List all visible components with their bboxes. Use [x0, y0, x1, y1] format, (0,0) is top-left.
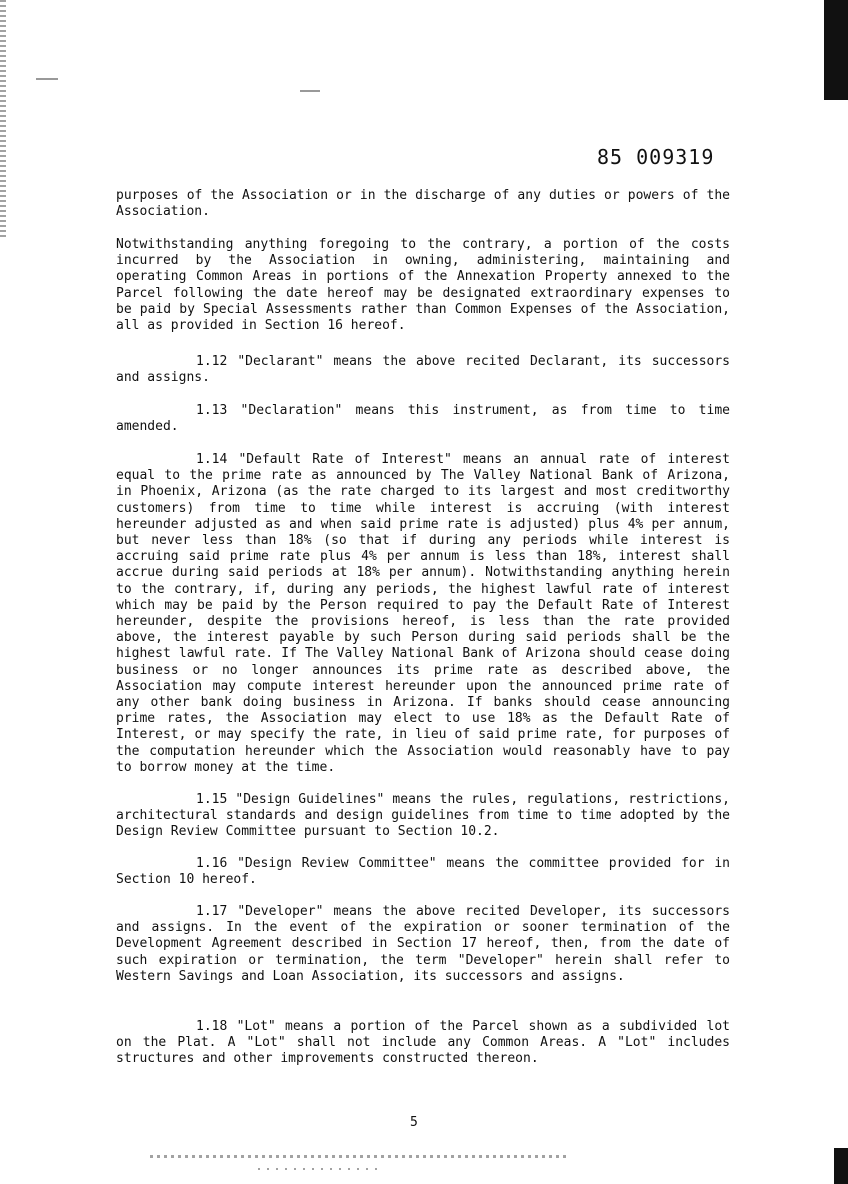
- scan-speck: [300, 90, 320, 92]
- paragraph-1-14-default-rate: 1.14 "Default Rate of Interest" means an annual rate of interest equal to the prime rate as announced by The Valley National Bank of Arizona, in Phoenix, Arizona (as the rate charged to its largest and most creditworthy customers) from time to time while interest is accruing (with interest hereunder adjusted as and when said prime rate is adjusted) plus 4% per annum, but never less than 18% (so that if during any periods while interest is accruing said prime rate plus 4% per annum is less than 18%, interest shall accrue during said periods at 18% per annum). Notwithstanding anything herein to the contrary, if, during any periods, the highest lawful rate of interest which may be paid by the Person required to pay the Default Rate of Interest hereunder, despite the provisions hereof, is less than the rate provided above, the interest payable by such Person during said periods shall be the highest lawful rate. If The Valley National Bank of Arizona should cease doing business or no longer announces its prime rate as described above, the Association may compute interest hereunder upon the announced prime rate of any other bank doing business in Arizona. If banks should cease announcing prime rates, the Association may elect to use 18% as the Default Rate of Interest, or may specify the rate, in lieu of said prime rate, for purposes of the computation hereunder which the Association would reasonably have to pay to borrow money at the time.: [116, 452, 730, 775]
- scan-speck: [36, 78, 58, 80]
- page-number: 5: [410, 1115, 418, 1130]
- scan-edge-right: [824, 0, 848, 100]
- paragraph-1-18-lot: 1.18 "Lot" means a portion of the Parcel shown as a subdivided lot on the Plat. A "Lot" shall not include any Common Areas. A "Lot" includes structures and other improvements constructed thereon.: [116, 1019, 730, 1067]
- paragraph-1-15-design-guidelines: 1.15 "Design Guidelines" means the rules, regulations, restrictions, architectural standards and design guidelines from time to time adopted by the Design Review Committee pursuant to Section 10.2.: [116, 792, 730, 840]
- paragraph-1-17-developer: 1.17 "Developer" means the above recited Developer, its successors and assigns. In the event of the expiration or sooner termination of the Development Agreement described in Section 17 hereof, then, from the date of such expiration or termination, the term "Developer" herein shall refer to Western Savings and Loan Association, its successors and assigns.: [116, 904, 730, 984]
- paragraph-1-12-declarant: 1.12 "Declarant" means the above recited Declarant, its successors and assigns.: [116, 354, 730, 386]
- paragraph-1-16-design-review-committee: 1.16 "Design Review Committee" means the committee provided for in Section 10 hereof.: [116, 856, 730, 888]
- document-number: 85 009319: [597, 145, 715, 169]
- scan-edge-right-bottom: [834, 1148, 848, 1184]
- scan-noise-bottom: [258, 1168, 378, 1170]
- paragraph-continuation: purposes of the Association or in the discharge of any duties or powers of the Association.: [116, 188, 730, 220]
- paragraph-1-13-declaration: 1.13 "Declaration" means this instrument, as from time to time amended.: [116, 403, 730, 435]
- paragraph-notwithstanding: Notwithstanding anything foregoing to the contrary, a portion of the costs incurred by the Association in owning, administering, maintaining and operating Common Areas in portions of the Annexation Property annexed to the Parcel following the date hereof may be designated extraordinary expenses to be paid by Special Assessments rather than Common Expenses of the Association, all as provided in Section 16 hereof.: [116, 237, 730, 334]
- scan-noise-bottom: [150, 1155, 570, 1158]
- scan-edge-left: [0, 0, 6, 240]
